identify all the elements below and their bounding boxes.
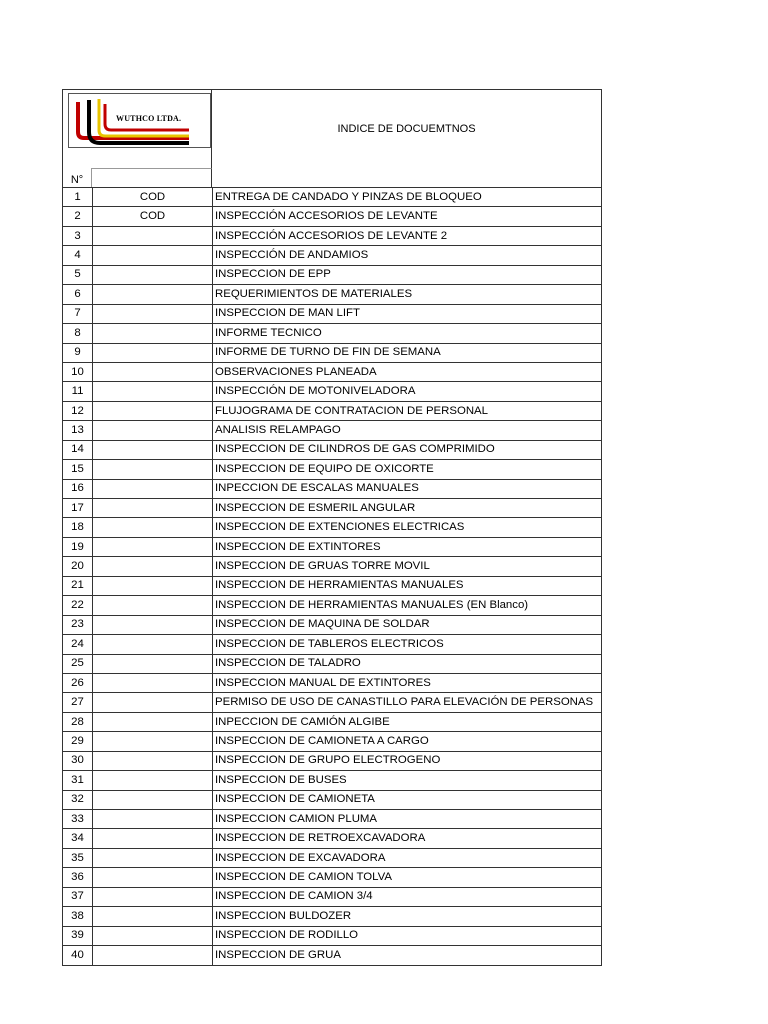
row-number: 5 xyxy=(63,265,93,284)
description-column-header xyxy=(212,168,601,187)
row-code xyxy=(93,673,213,692)
table-row xyxy=(63,732,602,751)
row-description: ANALISIS RELAMPAGO xyxy=(213,421,602,440)
row-number: 21 xyxy=(63,576,93,595)
row-description: INSPECCION DE EQUIPO DE OXICORTE xyxy=(213,460,602,479)
table-row xyxy=(63,479,602,498)
table-row xyxy=(63,615,602,634)
table-row xyxy=(63,596,602,615)
row-code xyxy=(93,557,213,576)
row-description: INSPECCION DE HERRAMIENTAS MANUALES xyxy=(213,576,602,595)
table-row xyxy=(63,868,602,887)
row-code xyxy=(93,868,213,887)
row-description: ENTREGA DE CANDADO Y PINZAS DE BLOQUEO xyxy=(213,188,602,207)
row-code xyxy=(93,479,213,498)
row-code xyxy=(93,790,213,809)
table-row xyxy=(63,907,602,926)
row-description: INSPECCION DE TALADRO xyxy=(213,654,602,673)
row-number: 6 xyxy=(63,285,93,304)
row-number: 30 xyxy=(63,751,93,770)
document-index-table xyxy=(62,187,602,966)
row-description: INSPECCION DE CAMION TOLVA xyxy=(213,868,602,887)
table-row xyxy=(63,246,602,265)
logo-cell xyxy=(63,90,212,168)
row-code xyxy=(93,499,213,518)
table-row xyxy=(63,946,602,965)
row-number: 17 xyxy=(63,499,93,518)
row-code xyxy=(93,324,213,343)
company-logo xyxy=(68,93,211,148)
row-number: 18 xyxy=(63,518,93,537)
row-code xyxy=(93,829,213,848)
row-number: 22 xyxy=(63,596,93,615)
row-description: INSPECCION DE CAMIONETA A CARGO xyxy=(213,732,602,751)
table-row xyxy=(63,848,602,867)
row-number: 31 xyxy=(63,771,93,790)
table-row xyxy=(63,810,602,829)
row-description: INSPECCION DE EXTINTORES xyxy=(213,537,602,556)
row-code xyxy=(93,304,213,323)
row-number: 11 xyxy=(63,382,93,401)
row-code xyxy=(93,712,213,731)
row-code xyxy=(93,518,213,537)
row-number: 33 xyxy=(63,810,93,829)
row-description: INSPECCION BULDOZER xyxy=(213,907,602,926)
table-row xyxy=(63,401,602,420)
row-description: OBSERVACIONES PLANEADA xyxy=(213,362,602,381)
row-description: INSPECCION DE GRUPO ELECTROGENO xyxy=(213,751,602,770)
table-row xyxy=(63,790,602,809)
table-row xyxy=(63,576,602,595)
row-description: INPECCION DE CAMIÓN ALGIBE xyxy=(213,712,602,731)
row-code xyxy=(93,460,213,479)
table-row xyxy=(63,226,602,245)
row-description: INSPECCION DE MAN LIFT xyxy=(213,304,602,323)
row-description: INSPECCIÓN DE MOTONIVELADORA xyxy=(213,382,602,401)
row-code xyxy=(93,654,213,673)
document-index-sheet xyxy=(62,89,602,966)
row-description: INSPECCIÓN DE ANDAMIOS xyxy=(213,246,602,265)
row-number: 3 xyxy=(63,226,93,245)
row-description: FLUJOGRAMA DE CONTRATACION DE PERSONAL xyxy=(213,401,602,420)
row-number: 8 xyxy=(63,324,93,343)
table-row xyxy=(63,440,602,459)
row-code: COD xyxy=(93,207,213,226)
row-number: 25 xyxy=(63,654,93,673)
row-description: INSPECCION DE EXTENCIONES ELECTRICAS xyxy=(213,518,602,537)
table-row xyxy=(63,421,602,440)
row-description: INPECCION DE ESCALAS MANUALES xyxy=(213,479,602,498)
row-code xyxy=(93,771,213,790)
row-number: 24 xyxy=(63,635,93,654)
table-row xyxy=(63,188,602,207)
row-number: 7 xyxy=(63,304,93,323)
row-code xyxy=(93,926,213,945)
row-code xyxy=(93,751,213,770)
table-row xyxy=(63,265,602,284)
row-description: INSPECCION DE CILINDROS DE GAS COMPRIMIDO xyxy=(213,440,602,459)
row-number: 23 xyxy=(63,615,93,634)
row-number: 1 xyxy=(63,188,93,207)
row-description: INFORME TECNICO xyxy=(213,324,602,343)
row-code xyxy=(93,265,213,284)
row-number: 32 xyxy=(63,790,93,809)
row-description: INSPECCION DE EPP xyxy=(213,265,602,284)
row-number: 15 xyxy=(63,460,93,479)
row-code xyxy=(93,343,213,362)
table-row xyxy=(63,382,602,401)
row-number: 36 xyxy=(63,868,93,887)
row-description: INSPECCIÓN ACCESORIOS DE LEVANTE 2 xyxy=(213,226,602,245)
row-description: INSPECCION DE MAQUINA DE SOLDAR xyxy=(213,615,602,634)
row-description: INSPECCION CAMION PLUMA xyxy=(213,810,602,829)
table-row xyxy=(63,362,602,381)
table-row xyxy=(63,518,602,537)
row-number: 34 xyxy=(63,829,93,848)
row-code xyxy=(93,246,213,265)
table-row xyxy=(63,829,602,848)
table-row xyxy=(63,693,602,712)
table-row xyxy=(63,673,602,692)
row-number: 40 xyxy=(63,946,93,965)
row-number: 28 xyxy=(63,712,93,731)
row-number: 16 xyxy=(63,479,93,498)
row-code xyxy=(93,615,213,634)
row-number: 19 xyxy=(63,537,93,556)
row-description: INSPECCION DE HERRAMIENTAS MANUALES (EN Blanco) xyxy=(213,596,602,615)
row-code xyxy=(93,693,213,712)
row-code xyxy=(93,382,213,401)
row-code xyxy=(93,887,213,906)
table-row xyxy=(63,926,602,945)
row-number: 29 xyxy=(63,732,93,751)
row-description: INSPECCION DE BUSES xyxy=(213,771,602,790)
row-number: 13 xyxy=(63,421,93,440)
page-title: INDICE DE DOCUEMTNOS xyxy=(337,123,476,135)
row-code: COD xyxy=(93,188,213,207)
row-code xyxy=(93,848,213,867)
row-description: INSPECCION DE RETROEXCAVADORA xyxy=(213,829,602,848)
row-code xyxy=(93,362,213,381)
row-code xyxy=(93,285,213,304)
row-number: 38 xyxy=(63,907,93,926)
row-code xyxy=(93,596,213,615)
logo-text: WUTHCO LTDA. xyxy=(116,114,182,123)
row-number: 35 xyxy=(63,848,93,867)
table-row xyxy=(63,654,602,673)
row-number: 39 xyxy=(63,926,93,945)
table-row xyxy=(63,887,602,906)
row-number: 12 xyxy=(63,401,93,420)
row-description: INSPECCION DE TABLEROS ELECTRICOS xyxy=(213,635,602,654)
table-body xyxy=(63,188,602,966)
row-number: 14 xyxy=(63,440,93,459)
table-row xyxy=(63,207,602,226)
row-number: 27 xyxy=(63,693,93,712)
column-header-row xyxy=(62,168,602,187)
table-row xyxy=(63,771,602,790)
row-description: INSPECCION DE EXCAVADORA xyxy=(213,848,602,867)
row-code xyxy=(93,537,213,556)
row-code xyxy=(93,907,213,926)
table-row xyxy=(63,635,602,654)
row-description: INSPECCION DE ESMERIL ANGULAR xyxy=(213,499,602,518)
table-row xyxy=(63,537,602,556)
cod-column-header xyxy=(92,168,212,187)
row-code xyxy=(93,440,213,459)
row-code xyxy=(93,810,213,829)
table-row xyxy=(63,285,602,304)
row-description: PERMISO DE USO DE CANASTILLO PARA ELEVACIÓN DE PERSONAS xyxy=(213,693,602,712)
row-description: REQUERIMIENTOS DE MATERIALES xyxy=(213,285,602,304)
row-number: 20 xyxy=(63,557,93,576)
table-row xyxy=(63,557,602,576)
row-description: INFORME DE TURNO DE FIN DE SEMANA xyxy=(213,343,602,362)
row-code xyxy=(93,635,213,654)
row-code xyxy=(93,576,213,595)
row-description: INSPECCION DE RODILLO xyxy=(213,926,602,945)
table-row xyxy=(63,343,602,362)
row-number: 2 xyxy=(63,207,93,226)
row-number: 26 xyxy=(63,673,93,692)
row-code xyxy=(93,946,213,965)
table-row xyxy=(63,712,602,731)
table-row xyxy=(63,499,602,518)
row-description: INSPECCION DE GRUA xyxy=(213,946,602,965)
row-number: 4 xyxy=(63,246,93,265)
sheet-header xyxy=(62,89,602,168)
row-description: INSPECCION DE CAMION 3/4 xyxy=(213,887,602,906)
table-row xyxy=(63,304,602,323)
row-number: 37 xyxy=(63,887,93,906)
row-code xyxy=(93,226,213,245)
table-row xyxy=(63,324,602,343)
row-code xyxy=(93,732,213,751)
row-description: INSPECCION MANUAL DE EXTINTORES xyxy=(213,673,602,692)
row-number: 9 xyxy=(63,343,93,362)
row-description: INSPECCION DE CAMIONETA xyxy=(213,790,602,809)
row-description: INSPECCIÓN ACCESORIOS DE LEVANTE xyxy=(213,207,602,226)
row-number: 10 xyxy=(63,362,93,381)
table-row xyxy=(63,460,602,479)
row-description: INSPECCION DE GRUAS TORRE MOVIL xyxy=(213,557,602,576)
table-row xyxy=(63,751,602,770)
number-column-header: N° xyxy=(63,168,92,187)
row-code xyxy=(93,401,213,420)
row-code xyxy=(93,421,213,440)
